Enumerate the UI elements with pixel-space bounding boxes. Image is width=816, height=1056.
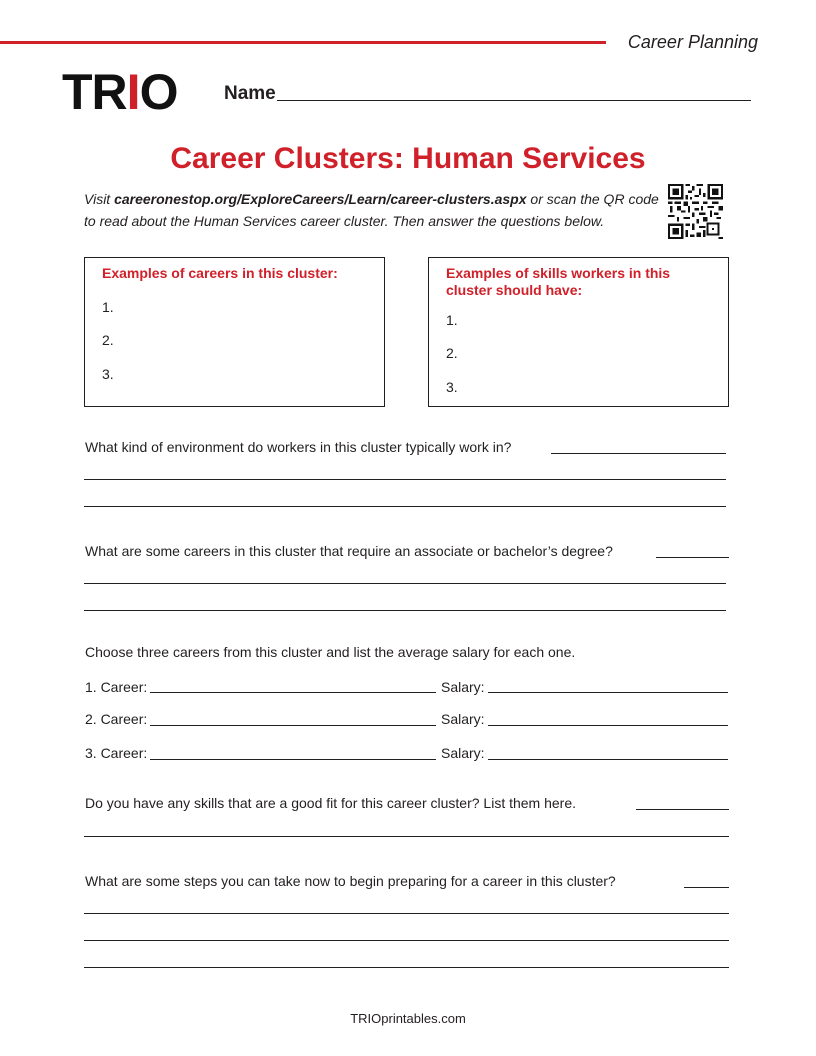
careers-box-title: Examples of careers in this cluster:: [102, 265, 338, 281]
intro-link[interactable]: careeronestop.org/ExploreCareers/Learn/career-clusters.aspx: [114, 191, 527, 207]
career-row-3-career-field[interactable]: [150, 759, 436, 760]
skills-item-1[interactable]: 1.: [446, 312, 458, 328]
answer-steps-line-3[interactable]: [84, 967, 729, 968]
question-degree-careers: What are some careers in this cluster that require an associate or bachelor’s degree?: [85, 543, 613, 559]
footer-website[interactable]: TRIOprintables.com: [350, 1011, 466, 1026]
career-row-3-label: 3. Career:: [85, 745, 148, 761]
intro-prefix: Visit: [84, 191, 115, 207]
career-row-1-career-field[interactable]: [150, 692, 436, 693]
trio-logo: [62, 64, 178, 120]
question-salaries: Choose three careers from this cluster and list the average salary for each one.: [85, 644, 576, 660]
answer-steps-line-1[interactable]: [84, 913, 729, 914]
answer-degree-inline[interactable]: [656, 557, 729, 558]
skills-examples-box: [428, 257, 729, 407]
careers-item-3[interactable]: 3.: [102, 366, 114, 382]
skills-item-3[interactable]: 3.: [446, 379, 458, 395]
question-preparation-steps: What are some steps you can take now to begin preparing for a career in this cluster?: [85, 873, 616, 889]
intro-text: [84, 188, 664, 232]
skills-box-title: [446, 265, 670, 299]
careers-examples-box: [84, 257, 385, 407]
career-row-2-label: 2. Career:: [85, 711, 148, 727]
careers-item-1[interactable]: 1.: [102, 299, 114, 315]
logo-text-middle: I: [126, 64, 140, 120]
qr-code-icon[interactable]: [668, 184, 723, 239]
answer-environment-line-2[interactable]: [84, 506, 726, 507]
name-label: Name: [224, 83, 276, 104]
career-row-1-label: 1. Career:: [85, 679, 148, 695]
header-category: Career Planning: [627, 32, 758, 52]
salary-row-3-label: Salary:: [441, 745, 485, 761]
question-environment: What kind of environment do workers in this cluster typically work in?: [85, 439, 512, 455]
logo-text-right: O: [139, 64, 178, 120]
career-row-2-salary-field[interactable]: [488, 725, 728, 726]
logo-text-left: TR: [62, 64, 127, 120]
answer-skills-inline[interactable]: [636, 809, 729, 810]
name-field[interactable]: [277, 100, 751, 101]
answer-steps-inline[interactable]: [684, 887, 729, 888]
intro-line2: to read about the Human Services career cluster. Then answer the questions below.: [84, 213, 605, 229]
answer-skills-line-1[interactable]: [84, 836, 729, 837]
salary-row-1-label: Salary:: [441, 679, 485, 695]
answer-degree-line-2[interactable]: [84, 610, 726, 611]
salary-row-2-label: Salary:: [441, 711, 485, 727]
skills-title-line1: Examples of skills workers in this: [446, 265, 671, 281]
career-row-2-career-field[interactable]: [150, 725, 436, 726]
career-row-1-salary-field[interactable]: [488, 692, 728, 693]
page-title: Career Clusters: Human Services: [170, 142, 646, 175]
header-rule: [0, 41, 606, 44]
answer-environment-line-1[interactable]: [84, 479, 726, 480]
careers-item-2[interactable]: 2.: [102, 332, 114, 348]
answer-degree-line-1[interactable]: [84, 583, 726, 584]
answer-environment-inline[interactable]: [551, 453, 726, 454]
answer-steps-line-2[interactable]: [84, 940, 729, 941]
intro-suffix: or scan the QR code: [526, 191, 659, 207]
skills-title-line2: cluster should have:: [446, 282, 583, 298]
question-skills-fit: Do you have any skills that are a good fit for this career cluster? List them here.: [85, 795, 577, 811]
career-row-3-salary-field[interactable]: [488, 759, 728, 760]
skills-item-2[interactable]: 2.: [446, 345, 458, 361]
